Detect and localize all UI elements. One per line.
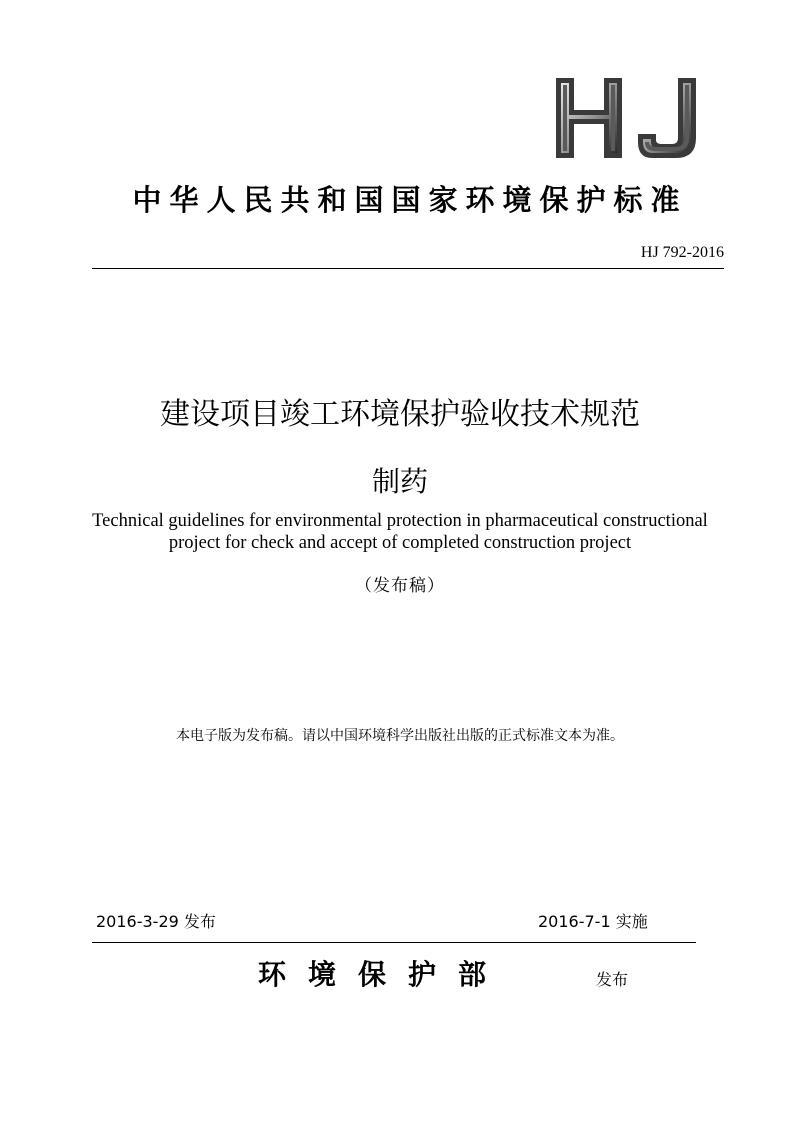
english-title — [60, 510, 740, 554]
issue-word: 发布 — [596, 970, 629, 989]
effective-date: 2016-7-1 实施 — [538, 912, 648, 931]
electronic-version-notice: 本电子版为发布稿。请以中国环境科学出版社出版的正式标准文本为准。 — [176, 728, 624, 744]
logo-letter-h — [556, 78, 622, 158]
header-divider — [92, 268, 724, 269]
document-subtitle: 制药 — [371, 465, 428, 498]
english-title-line-1: Technical guidelines for environmental protection in pharmaceutical constructional — [92, 511, 708, 531]
issue-date: 2016-3-29 发布 — [96, 912, 216, 931]
standard-category-title: 中华人民共和国国家环境保护标准 — [132, 183, 688, 217]
document-title: 建设项目竣工环境保护验收技术规范 — [160, 397, 640, 432]
logo-letter-j — [638, 78, 696, 158]
english-title-line-2: project for check and accept of completed construction project — [168, 533, 632, 553]
issuing-authority: 环境保护部 — [258, 958, 509, 991]
draft-status-label: （发布稿） — [355, 576, 445, 596]
footer-divider — [92, 942, 696, 943]
hj-logo — [552, 76, 704, 160]
standard-number: HJ 792-2016 — [640, 244, 724, 261]
